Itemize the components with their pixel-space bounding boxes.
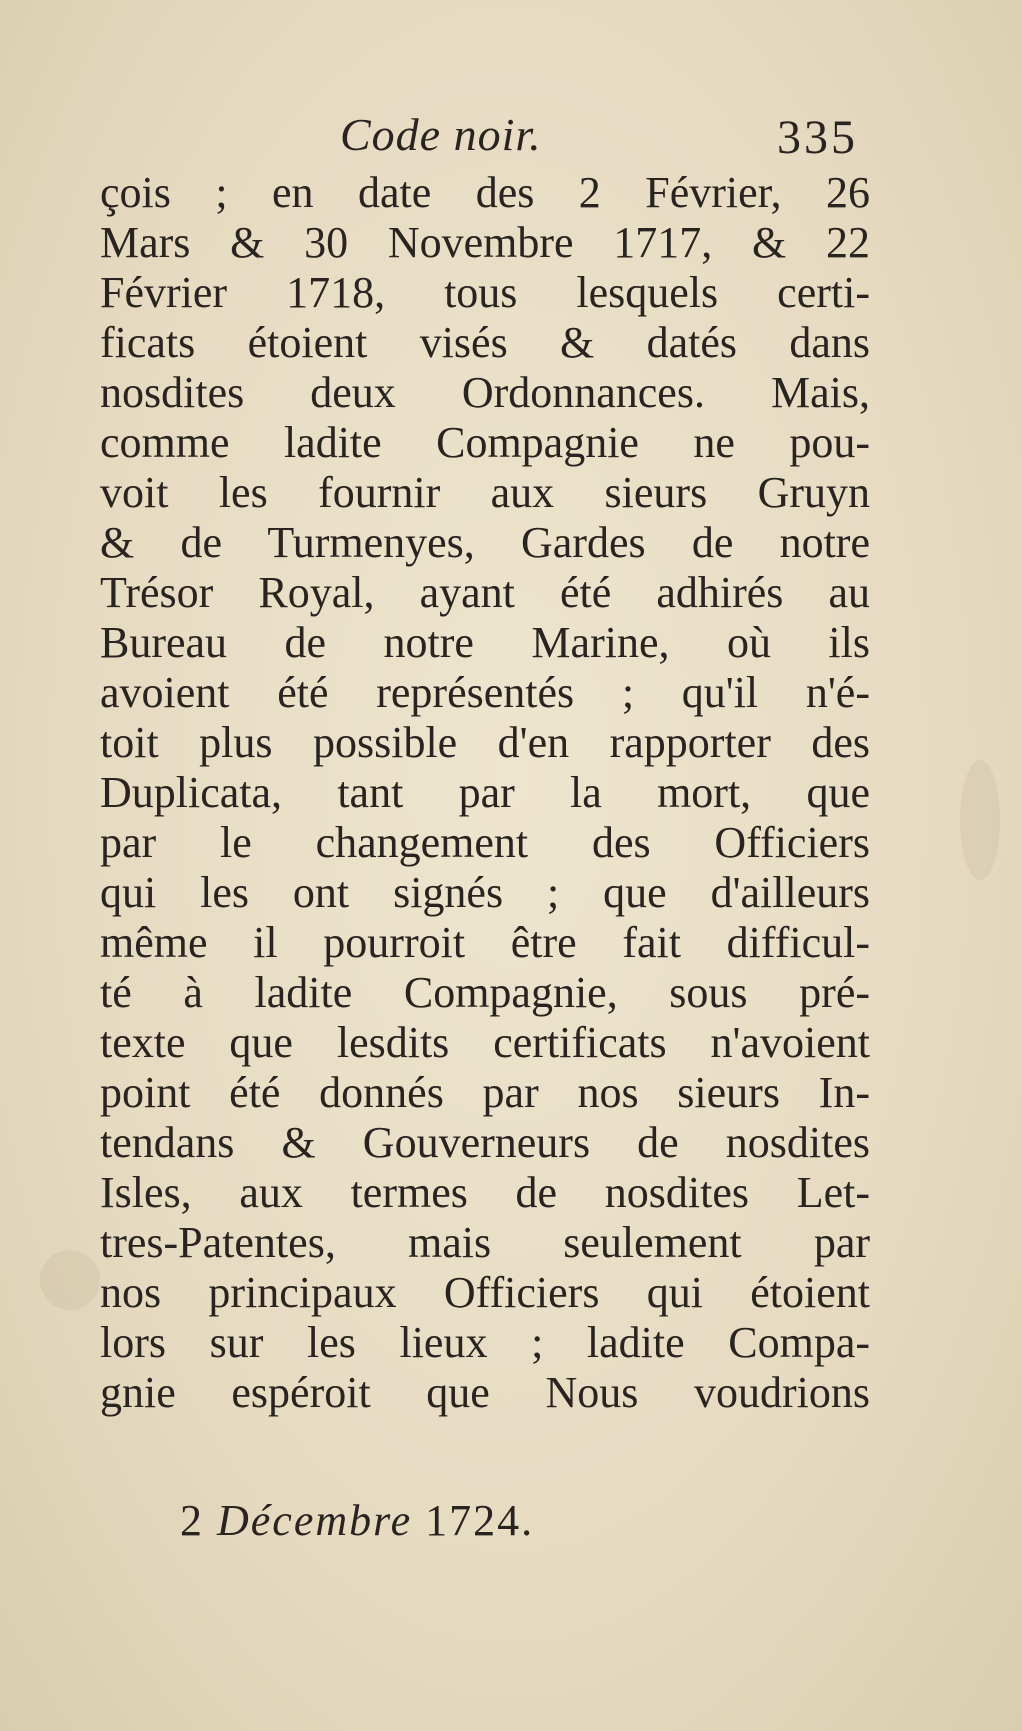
running-title: Code noir. bbox=[340, 109, 542, 160]
text-line: voit les fournir aux sieurs Gruyn bbox=[100, 468, 870, 517]
text-line: point été donnés par nos sieurs In- bbox=[100, 1068, 870, 1117]
text-line: ficats étoient visés & datés dans bbox=[100, 318, 870, 367]
text-line: Mars & 30 Novembre 1717, & 22 bbox=[100, 218, 870, 267]
text-line: lors sur les lieux ; ladite Compa- bbox=[100, 1318, 870, 1367]
text-line: comme ladite Compagnie ne pou- bbox=[100, 418, 870, 467]
footer-month: Décembre bbox=[217, 1496, 413, 1545]
page-stain bbox=[40, 1250, 100, 1310]
text-line: tendans & Gouverneurs de nosdites bbox=[100, 1118, 870, 1167]
signature-line bbox=[180, 1495, 534, 1546]
footer-day: 2 bbox=[180, 1496, 204, 1545]
text-line: par le changement des Officiers bbox=[100, 818, 870, 867]
text-line: nos principaux Officiers qui étoient bbox=[100, 1268, 870, 1317]
text-line: Isles, aux termes de nosdites Let- bbox=[100, 1168, 870, 1217]
text-line: çois ; en date des 2 Février, 26 bbox=[100, 168, 870, 217]
text-line: & de Turmenyes, Gardes de notre bbox=[100, 518, 870, 567]
text-line: Duplicata, tant par la mort, que bbox=[100, 768, 870, 817]
text-line: té à ladite Compagnie, sous pré- bbox=[100, 968, 870, 1017]
text-line: avoient été représentés ; qu'il n'é- bbox=[100, 668, 870, 717]
text-line: nosdites deux Ordonnances. Mais, bbox=[100, 368, 870, 417]
page-stain bbox=[960, 760, 1000, 880]
text-line: même il pourroit être fait difficul- bbox=[100, 918, 870, 967]
text-line: Bureau de notre Marine, où ils bbox=[100, 618, 870, 667]
text-line: texte que lesdits certificats n'avoient bbox=[100, 1018, 870, 1067]
text-line: qui les ont signés ; que d'ailleurs bbox=[100, 868, 870, 917]
page-number: 335 bbox=[777, 111, 858, 164]
text-line: Trésor Royal, ayant été adhirés au bbox=[100, 568, 870, 617]
text-line: toit plus possible d'en rapporter des bbox=[100, 718, 870, 767]
text-line: tres-Patentes, mais seulement par bbox=[100, 1218, 870, 1267]
text-line: gnie espéroit que Nous voudrions bbox=[100, 1368, 870, 1417]
footer-year: 1724. bbox=[425, 1496, 535, 1545]
body-text bbox=[100, 168, 870, 1418]
text-line: Février 1718, tous lesquels certi- bbox=[100, 268, 870, 317]
